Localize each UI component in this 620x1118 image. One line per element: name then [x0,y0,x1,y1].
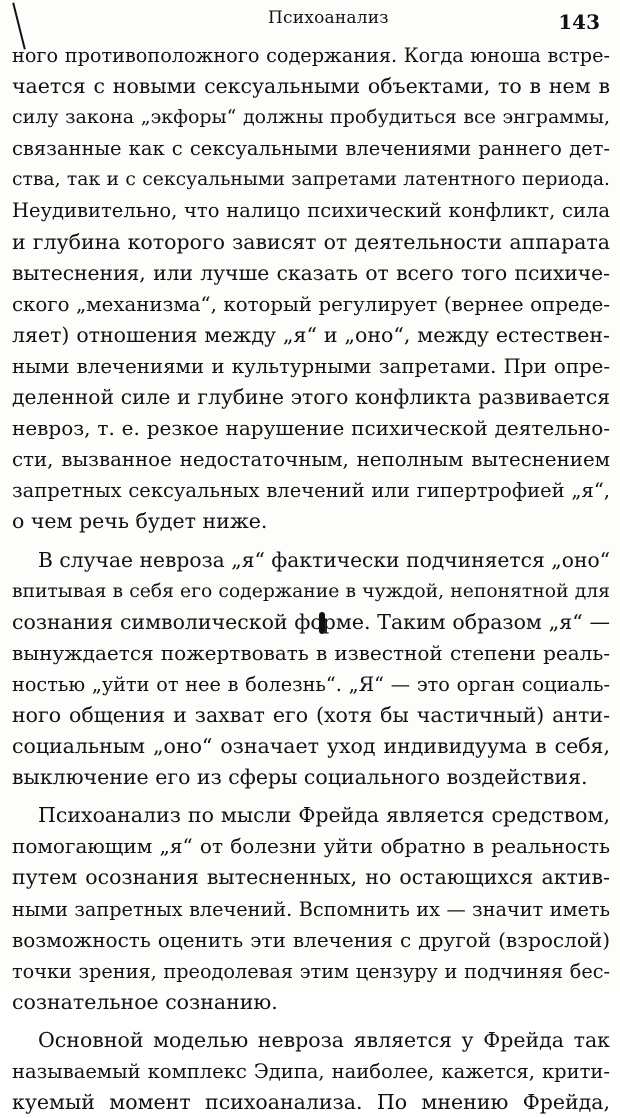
text-line: сознания символической форме. Таким образом „я“ — [12,609,610,634]
text-line: и глубина которого зависят от деятельности аппарата [12,229,610,254]
text-line: вынуждается пожертвовать в известной степени реаль- [12,640,610,665]
text-line: В случае невроза „я“ фактически подчиняется „оно“ [38,547,610,572]
text-line: ного общения и захват его (хотя бы частичный) анти- [12,702,610,727]
paragraph-4 [12,1025,610,1118]
text-line: ского „механизма“, который регулирует (вернее опреде- [12,292,610,316]
text-line: социальным „оно“ означает уход индивидуума в себя, [12,734,610,759]
paragraph-1 [12,40,610,538]
paragraph-2 [12,545,610,794]
text-line: выключение его из сферы социального воздействия. [12,765,588,790]
text-line: силу закона „экфоры“ должны пробудиться все энграммы, [12,106,610,129]
text-line: называемый комплекс Эдипа, наиболее, кажется, крити- [12,1060,610,1083]
text-line: точки зрения, преодолевая этим цензуру и подчиняя бес- [12,959,610,983]
text-line: ными запретных влечений. Вспомнить их — значит иметь [12,897,610,921]
running-head [0,8,620,34]
text-line: невроз, т. е. резкое нарушение психической деятельно- [12,416,610,441]
body-text [12,40,610,1118]
text-line: сти, вызванное недостаточным, неполным вытеснением [12,448,610,472]
text-line: помогающим „я“ от болезни уйти обратно в реальность [12,834,610,859]
text-line: впитывая в себя его содержание в чуждой, непонятной для [12,580,610,602]
text-line: сознательное сознанию. [12,989,278,1014]
text-line: ными влечениями и культурными запретами. При опре- [12,354,610,378]
running-title: Психоанализ [268,8,389,28]
text-line: ностью „уйти от нее в болезнь“. „Я“ — это орган социаль- [12,672,610,696]
text-line: о чем речь будет ниже. [12,509,268,534]
text-line: ного противоположного содержания. Когда юноша встре- [12,44,610,67]
text-line: чается с новыми сексуальными объектами, то в нем в [12,74,610,99]
page-number: 143 [558,10,600,34]
text-line: Неудивительно, что налицо психический конфликт, сила [12,199,610,223]
text-line: Психоанализ по мысли Фрейда является средством, [38,803,610,828]
text-line: путем осознания вытесненных, но остающихся актив- [12,865,610,890]
text-line: ляет) отношения между „я“ и „оно“, между естествен- [12,322,610,347]
paragraph-3 [12,800,610,1018]
text-line: запретных сексуальных влечений или гипертрофией „я“, [12,479,610,503]
text-line: куемый момент психоанализа. По мнению Фрейда, [12,1090,610,1115]
text-line: возможность оценить эти влечения с другой (взрослой) [12,927,610,952]
text-line: Основной моделью невроза является у Фрейда так [38,1027,610,1052]
text-line: вытеснения, или лучше сказать от всего того психиче- [12,260,610,285]
text-line: ства, так и с сексуальными запретами латентного периода. [12,169,610,191]
text-line: связанные как с сексуальными влечениями раннего дет- [12,137,610,161]
text-line: деленной силе и глубине этого конфликта развивается [12,385,610,410]
